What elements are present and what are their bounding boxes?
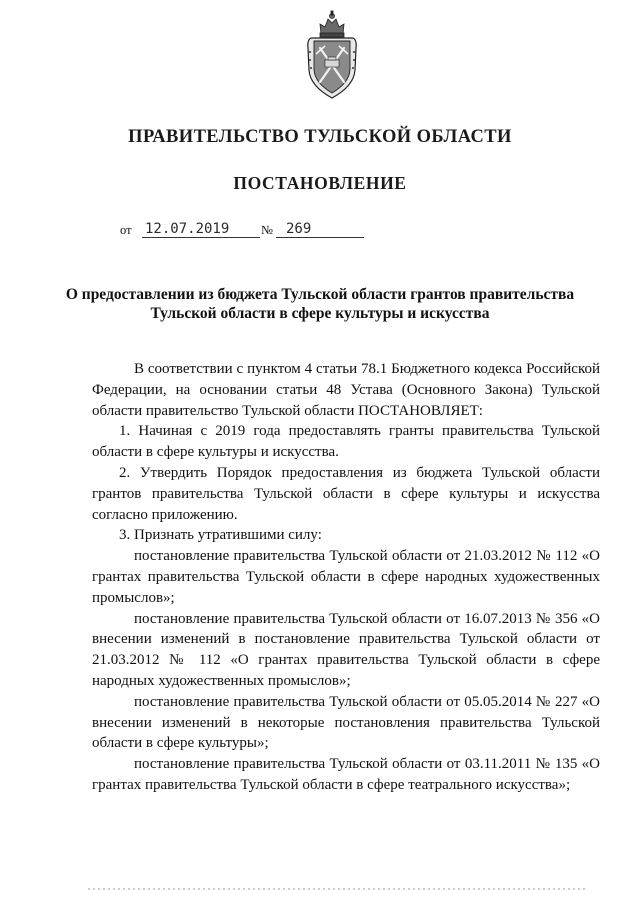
intro-paragraph: В соответствии с пунктом 4 статьи 78.1 Бюджетного кодекса Российской Федерации, на основании статьи 48 Устава (Основного Закона) Тульской области правительство Тульской области ПОСТАНОВЛЯЕТ: — [92, 361, 600, 419]
document-subject — [40, 285, 600, 323]
subject-line-2: Тульской области в сфере культуры и искусства — [150, 305, 490, 322]
number-underline — [276, 237, 364, 238]
subject-line-1: О предоставлении из бюджета Тульской области грантов правительства — [65, 286, 575, 303]
document-body — [92, 359, 600, 796]
repeal-item-2: постановление правительства Тульской области от 16.07.2013 № 356 «О внесении изменений в постановление правительства Тульской области от 21.03.2012 № 112 «О грантах правительства Тульской области в сфере народных художественных промыслов»; — [92, 610, 600, 689]
number-label: № — [261, 223, 273, 237]
date-number-line — [120, 218, 380, 240]
tula-coat-of-arms-icon — [303, 10, 361, 102]
number-value: 269 — [286, 221, 312, 237]
repeal-item-3: постановление правительства Тульской области от 05.05.2014 № 227 «О внесении изменений в некоторые постановления правительства Тульской области в сфере культуры»; — [92, 693, 600, 752]
repeal-item-4: постановление правительства Тульской области от 03.11.2011 № 135 «О грантах правительства Тульской области в сфере театрального искусства»; — [92, 756, 600, 793]
document-type-title: ПОСТАНОВЛЕНИЕ — [233, 173, 407, 193]
date-label: от — [120, 223, 132, 237]
item-1: 1. Начиная с 2019 года предоставлять гранты правительства Тульской области в сфере культуры и искусства. — [92, 423, 600, 461]
scan-artifact-dots — [88, 886, 588, 892]
government-title: ПРАВИТЕЛЬСТВО ТУЛЬСКОЙ ОБЛАСТИ — [128, 127, 512, 147]
date-value: 12.07.2019 — [145, 221, 230, 237]
date-underline — [142, 237, 260, 238]
item-2: 2. Утвердить Порядок предоставления из бюджета Тульской области грантов правительства Тульской области в сфере культуры и искусства согласно приложению. — [92, 464, 600, 523]
item-3: 3. Признать утратившими силу: — [119, 527, 322, 544]
repeal-item-1: постановление правительства Тульской области от 21.03.2012 № 112 «О грантах правительства Тульской области в сфере народных художественных промыслов»; — [92, 548, 600, 606]
